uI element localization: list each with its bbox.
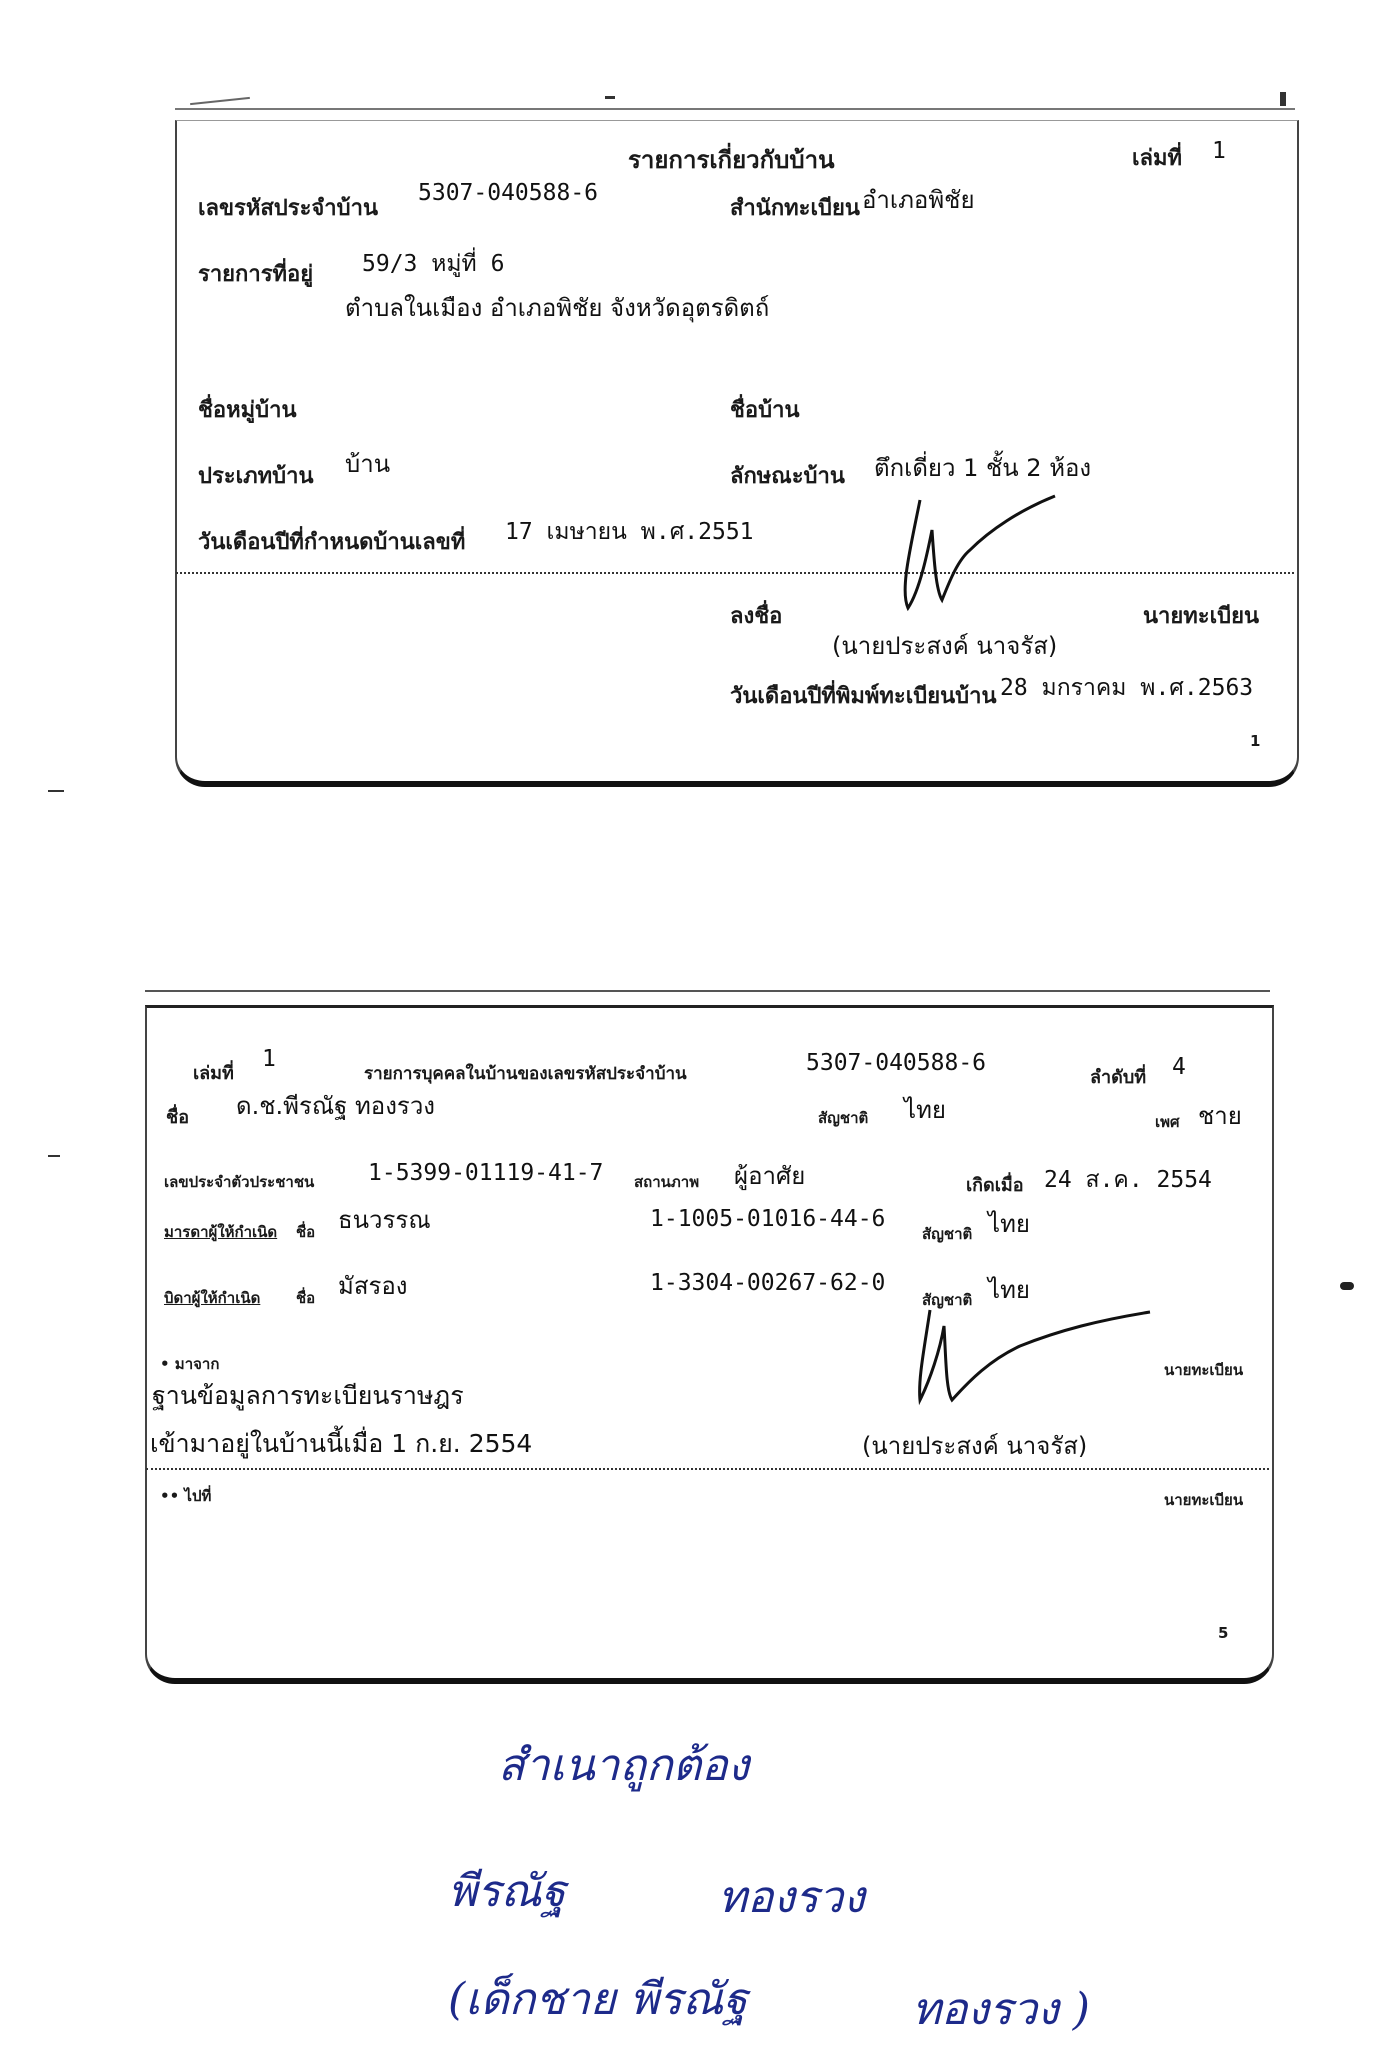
handwritten-full-last-name: ทองรวง ): [912, 1984, 1090, 2035]
card2-book-no: 1: [262, 1046, 276, 1072]
status-label: สถานภาพ: [634, 1173, 700, 1191]
father-nat: ไทย: [988, 1276, 1030, 1304]
card2-signature: [900, 1300, 1160, 1410]
card2-house-code: 5307-040588-6: [806, 1050, 987, 1076]
card1-divider: [176, 572, 1294, 574]
mother-label: มารดาผู้ให้กำเนิด: [164, 1223, 278, 1241]
scan-mark: [190, 97, 250, 105]
scan-mark: [48, 790, 64, 792]
card2-registrar-label: นายทะเบียน: [1164, 1361, 1244, 1379]
father-label: บิดาผู้ให้กำเนิด: [164, 1289, 261, 1307]
card2-divider: [146, 1468, 1269, 1470]
to-label: •• ไปที่: [160, 1487, 212, 1505]
card1-page-no: 1: [1250, 732, 1261, 750]
house-type-label: ประเภทบ้าน: [198, 464, 314, 489]
card2-header: รายการบุคคลในบ้านของเลขรหัสประจำบ้าน: [364, 1064, 687, 1084]
print-date-label: วันเดือนปีที่พิมพ์ทะเบียนบ้าน: [730, 684, 997, 709]
father-id: 1-3304-00267-62-0: [650, 1270, 886, 1296]
card2-page-no: 5: [1218, 1624, 1229, 1642]
registry-office-label: สำนักทะเบียน: [730, 196, 860, 221]
card1-signature: [880, 490, 1120, 630]
mother-id: 1-1005-01016-44-6: [650, 1206, 886, 1232]
address-label: รายการที่อยู่: [198, 262, 314, 287]
father-name-label: ชื่อ: [296, 1289, 316, 1307]
card1-top-edge: [175, 108, 1295, 110]
card1-title: รายการเกี่ยวกับบ้าน: [628, 146, 835, 174]
house-char: ตึกเดี่ยว 1 ชั้น 2 ห้อง: [874, 454, 1092, 482]
house-type: บ้าน: [345, 450, 391, 478]
card1-book-label: เล่มที่: [1132, 146, 1183, 171]
mother-nat: ไทย: [988, 1210, 1030, 1238]
card1-registrar-label: นายทะเบียน: [1143, 604, 1260, 629]
print-date: 28 มกราคม พ.ศ.2563: [1000, 675, 1254, 701]
handwritten-first-name: พีรณัฐ: [448, 1866, 566, 1917]
village-label: ชื่อหมู่บ้าน: [198, 398, 297, 423]
sign-label: ลงชื่อ: [730, 604, 783, 629]
card2-registrar-name: (นายประสงค์ นาจรัส): [862, 1432, 1088, 1460]
card2-registrar-label-2: นายทะเบียน: [1164, 1491, 1244, 1509]
born-date: 24 ส.ค. 2554: [1044, 1167, 1212, 1193]
sex: ชาย: [1198, 1102, 1242, 1130]
mother-name: ธนวรรณ: [338, 1206, 431, 1234]
house-code-label: เลขรหัสประจำบ้าน: [198, 196, 378, 221]
mother-nat-label: สัญชาติ: [922, 1225, 973, 1243]
id-no: 1-5399-01119-41-7: [368, 1160, 604, 1186]
nationality: ไทย: [904, 1096, 946, 1124]
seq-no: 4: [1172, 1054, 1186, 1080]
address-line1: 59/3 หมู่ที่ 6: [362, 251, 505, 277]
scan-mark: [1340, 1282, 1354, 1290]
from-label: • มาจาก: [160, 1355, 220, 1373]
father-nat-label: สัญชาติ: [922, 1291, 973, 1309]
registry-office: อำเภอพิชัย: [862, 186, 975, 214]
card2-book-label: เล่มที่: [193, 1063, 234, 1084]
scan-mark: [605, 96, 615, 99]
house-name-label: ชื่อบ้าน: [730, 398, 800, 423]
sex-label: เพศ: [1155, 1113, 1180, 1131]
father-name: มัสรอง: [338, 1272, 408, 1300]
card1-registrar-name: (นายประสงค์ นาจรัส): [832, 632, 1058, 660]
scan-mark: [1280, 92, 1286, 106]
assigned-date: 17 เมษายน พ.ศ.2551: [505, 519, 754, 545]
status: ผู้อาศัย: [734, 1162, 806, 1190]
handwritten-last-name: ทองรวง: [718, 1872, 865, 1923]
handwritten-full-name: (เด็กชาย พีรณัฐ: [448, 1974, 748, 2025]
from-value: ฐานข้อมูลการทะเบียนราษฎร: [152, 1381, 464, 1410]
person-name: ด.ช.พีรณัฐ ทองรวง: [236, 1092, 436, 1120]
scan-mark: [48, 1155, 60, 1157]
move-in: เข้ามาอยู่ในบ้านนี้เมื่อ 1 ก.ย. 2554: [150, 1429, 533, 1458]
mother-name-label: ชื่อ: [296, 1223, 316, 1241]
handwritten-certified-copy: สำเนาถูกต้อง: [498, 1740, 750, 1791]
house-code: 5307-040588-6: [418, 180, 599, 206]
seq-label: ลำดับที่: [1090, 1067, 1147, 1088]
house-char-label: ลักษณะบ้าน: [730, 464, 845, 489]
name-label: ชื่อ: [166, 1107, 190, 1128]
id-label: เลขประจำตัวประชาชน: [164, 1173, 315, 1191]
card2-top-edge: [145, 990, 1270, 992]
card1-book-no: 1: [1212, 138, 1226, 164]
address-line2: ตำบลในเมือง อำเภอพิชัย จังหวัดอุตรดิตถ์: [345, 294, 770, 322]
born-label: เกิดเมื่อ: [966, 1175, 1024, 1196]
nationality-label: สัญชาติ: [818, 1109, 869, 1127]
assigned-date-label: วันเดือนปีที่กำหนดบ้านเลขที่: [198, 530, 466, 555]
